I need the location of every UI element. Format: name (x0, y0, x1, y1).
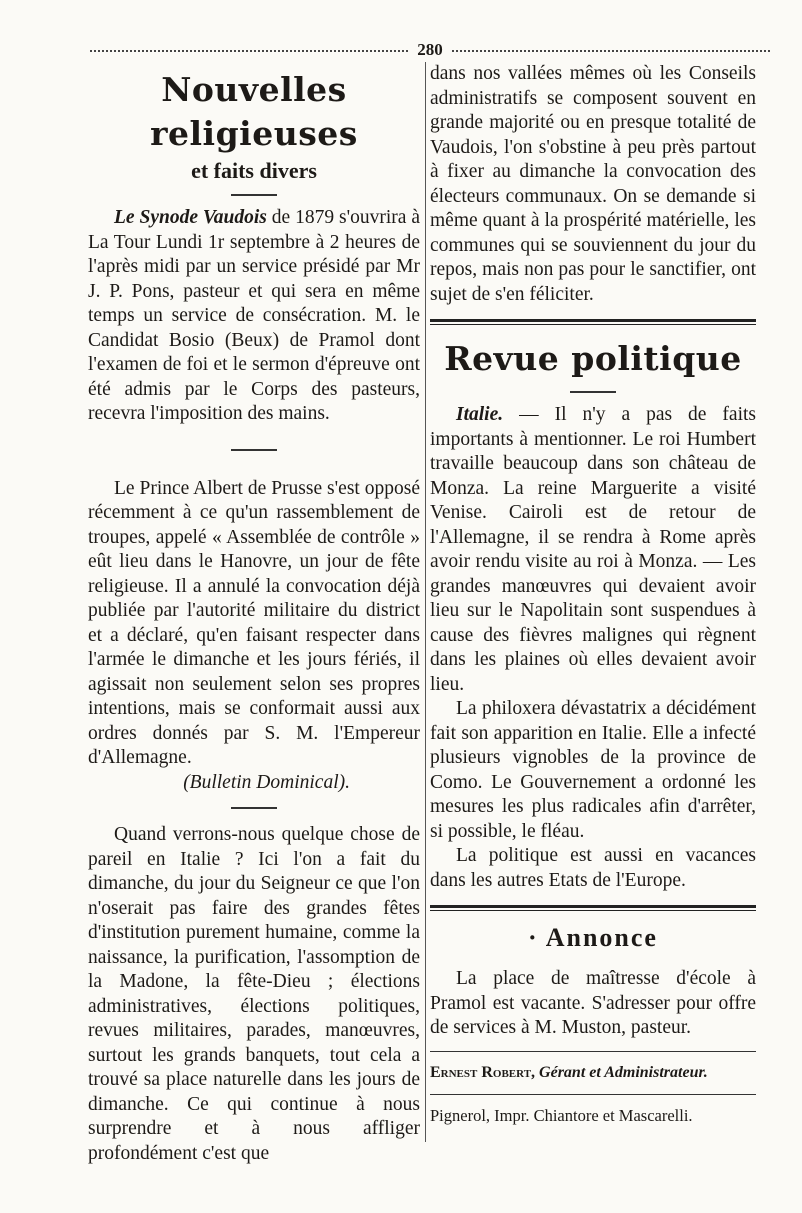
section-subtitle: et faits divers (191, 158, 317, 183)
separator-dash (231, 807, 277, 809)
footer-rule (430, 1094, 756, 1095)
article-continuation: dans nos vallées mêmes où les Conseils administratifs se composent souvent en grande majorité ou en presque totalité de Vaudois, l'on s'obstine à peu près partout à fixer au dimanche la convocation des électeurs communaux. On se demande si même quant à la prospérité matérielle, les communes qui se souviennent du jour du repos, mais non pas pour le sanctifier, ont sujet de s'en féliciter. (430, 63, 756, 305)
separator-dash (231, 449, 277, 451)
section-rule (430, 905, 756, 911)
page-number: 280 (417, 40, 443, 59)
article-lead: Le Synode Vaudois (114, 207, 267, 228)
header-ornament-right (452, 50, 770, 52)
annonce-text: La place de maîtresse d'école à Pramol est vacante. S'adresser pour offre de services à M. Muston, pasteur. (430, 968, 756, 1038)
page-header (90, 40, 770, 62)
gerant-role: Gérant et Administrateur. (539, 1063, 708, 1081)
gerant-line (430, 1062, 756, 1084)
article-phylloxera: La philoxera dévastatrix a décidément fait son apparition en Italie. Elle a infecté plusieurs vignobles de la province de Como. Le Gouvernement a ordonné les mesures les plus radicales afin d'arrêter, si possible, le fléau. (430, 698, 756, 842)
right-column (430, 62, 756, 1127)
article-dimanche: Quand verrons-nous quelque chose de pareil en Italie ? Ici l'on a fait du dimanche, du jour du Seigneur ce que l'on n'oserait pas faire des grandes fêtes d'institution purement humaine, comme la naissance, la purification, l'assomption de la Madone, la fête-Dieu ; élections administratives, élections politiques, revues militaires, parades, manœuvres, surtout les grands banquets, tout cela a trouvé sa place naturelle dans les jours de dimanche. Ce qui continue à nous surprendre et à nous affliger profondément c'est que (88, 824, 420, 1164)
section-title-nouvelles: Nouvelles religieuses (150, 70, 358, 153)
column-divider (425, 62, 426, 1142)
article-text: — Il n'y a pas de faits importants à mentionner. Le roi Humbert travaille beaucoup dans son château de Monza. La reine Marguerite a visité Venise. Cairoli est de retour de l'Allemagne, il se rendra à Rome après avoir rendu visite au roi à Monza. — Les grandes manœuvres qui devaient avoir lieu sur le Napolitain sont suspendues à cause des fièvres malignes qui règnent dans les plaines où elles devaient avoir lieu. (430, 404, 756, 695)
separator-dash (231, 194, 277, 196)
article-prince-albert: Le Prince Albert de Prusse s'est opposé récemment à ce qu'un rassemblement de troupes, appelé « Assemblée de contrôle » eût lieu dans le Hanovre, un jour de fête religieuse. Il a annulé la convocation déjà publiée par l'autorité militaire du district et a déclaré, qu'en faisant respecter dans l'armée le dimanche et les jours fériés, il agissait non seulement selon ses propres intentions, mais se conformait aussi aux ordres donnés par S. M. l'Empereur d'Allemagne. (88, 477, 420, 768)
section-title-revue: Revue politique (444, 339, 742, 378)
printer-line: Pignerol, Impr. Chiantore et Mascarelli. (430, 1105, 693, 1125)
article-vacances: La politique est aussi en vacances dans les autres Etats de l'Europe. (430, 845, 756, 891)
footer-rule (430, 1051, 756, 1052)
section-title-annonce: · Annonce (528, 923, 658, 952)
article-text: de 1879 s'ouvrira à La Tour Lundi 1r septembre à 2 heures de l'après midi par un service présidé par Mr J. P. Pons, pasteur et qui sera en même temps un service de consécration. M. le Candidat Bosio (Beux) de Pramol dont l'examen de foi et le sermon d'épreuve ont été admis par le Corps des pasteurs, recevra l'imposition des mains. (88, 207, 421, 424)
article-italie (430, 403, 756, 697)
article-synode (88, 206, 420, 427)
section-rule (430, 319, 756, 325)
gerant-name: Ernest Robert, (430, 1063, 536, 1081)
left-column (88, 62, 420, 1166)
article-lead: Italie. (456, 404, 504, 425)
article-source: (Bulletin Dominical). (183, 771, 350, 793)
separator-dash (570, 391, 616, 393)
